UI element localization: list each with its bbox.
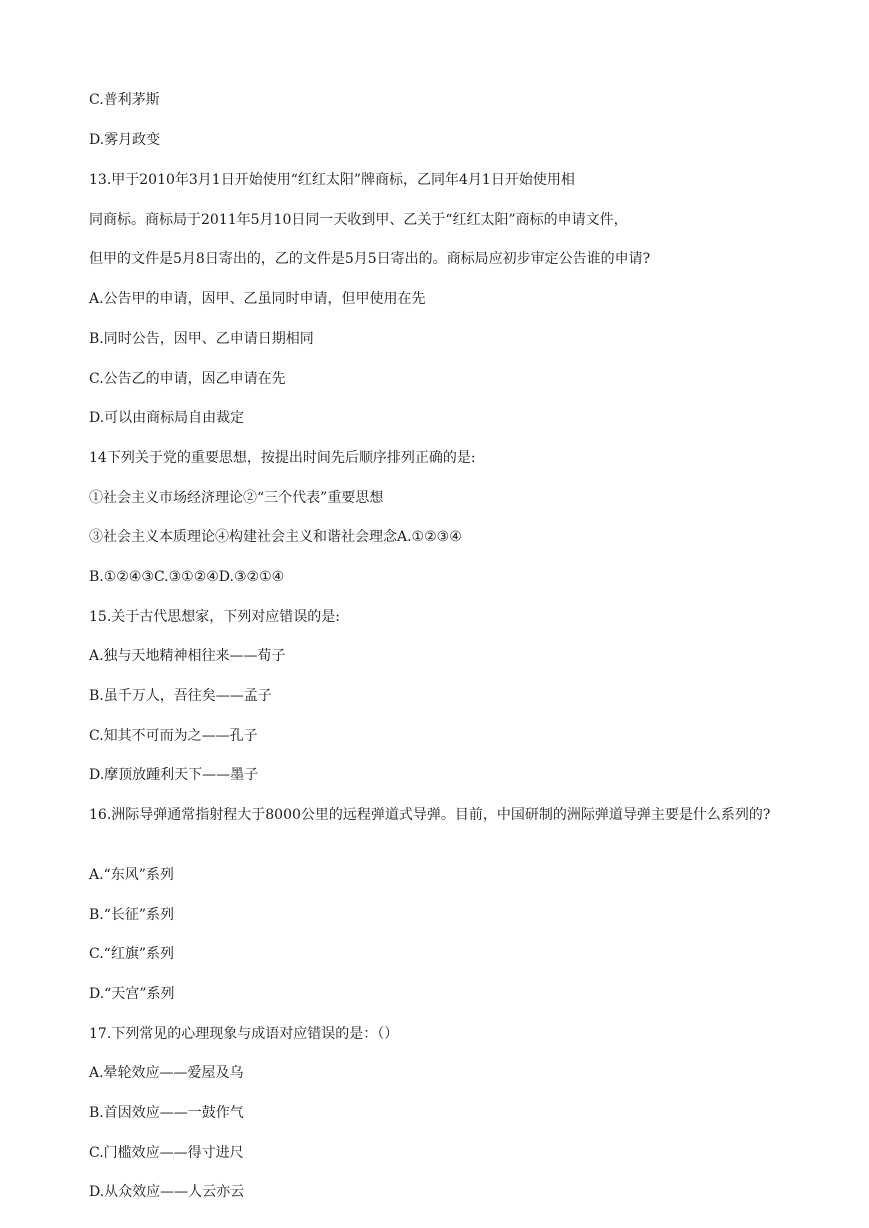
option-b-q17: B.首因效应——一鼓作气 [89,1105,244,1121]
question-16: 16.洲际导弹通常指射程大于8000公里的远程弹道式导弹。目前，中国研制的洲际弹道导弹主要是什么系列的? [89,807,771,823]
option-c-q16: C.“红旗”系列 [89,946,174,962]
option-d-q13: D.可以由商标局自由裁定 [89,410,245,426]
question-14-options: B.①②④③C.③①②④D.③②①④ [89,569,285,585]
option-d-q15: D.摩顶放踵利天下——墨子 [89,767,259,783]
option-c-q13: C.公告乙的申请，因乙申请在先 [89,371,286,387]
question-14: 14下列关于党的重要思想，按提出时间先后顺序排列正确的是: [89,450,476,466]
option-d-q12: D.雾月政变 [89,132,161,148]
question-15: 15.关于古代思想家，下列对应错误的是: [89,609,340,625]
option-b-q13: B.同时公告，因甲、乙申请日期相同 [89,331,314,347]
option-d-q16: D.“天宫”系列 [89,986,175,1002]
question-17: 17.下列常见的心理现象与成语对应错误的是：（） [89,1026,399,1042]
option-c-q15: C.知其不可而为之——孔子 [89,728,258,744]
option-a-q17: A.晕轮效应——爱屋及乌 [89,1065,244,1081]
option-a-q15: A.独与天地精神相往来——荀子 [89,648,286,664]
option-d-q17: D.从众效应——人云亦云 [89,1184,245,1200]
option-b-q16: B.“长征”系列 [89,907,175,923]
question-14-items-2: ③社会主义本质理论④构建社会主义和谐社会理念A.①②③④ [89,529,462,545]
option-c-q17: C.门槛效应——得寸进尺 [89,1145,244,1161]
question-13-line-3: 但甲的文件是5月8日寄出的，乙的文件是5月5日寄出的。商标局应初步审定公告谁的申请? [89,251,651,267]
question-13-line-2: 同商标。商标局于2011年5月10日同一天收到甲、乙关于“红红太阳”商标的申请文件， [89,212,628,228]
option-c-q12: C.普利茅斯 [89,92,160,108]
question-13-line-1: 13.甲于2010年3月1日开始使用“红红太阳”牌商标，乙同年4月1日开始使用相 [89,172,575,188]
option-a-q13: A.公告甲的申请，因甲、乙虽同时申请，但甲使用在先 [89,291,426,307]
question-14-items-1: ①社会主义市场经济理论②“三个代表”重要思想 [89,490,384,506]
option-a-q16: A.“东风”系列 [89,867,174,883]
option-b-q15: B.虽千万人，吾往矣——孟子 [89,688,272,704]
